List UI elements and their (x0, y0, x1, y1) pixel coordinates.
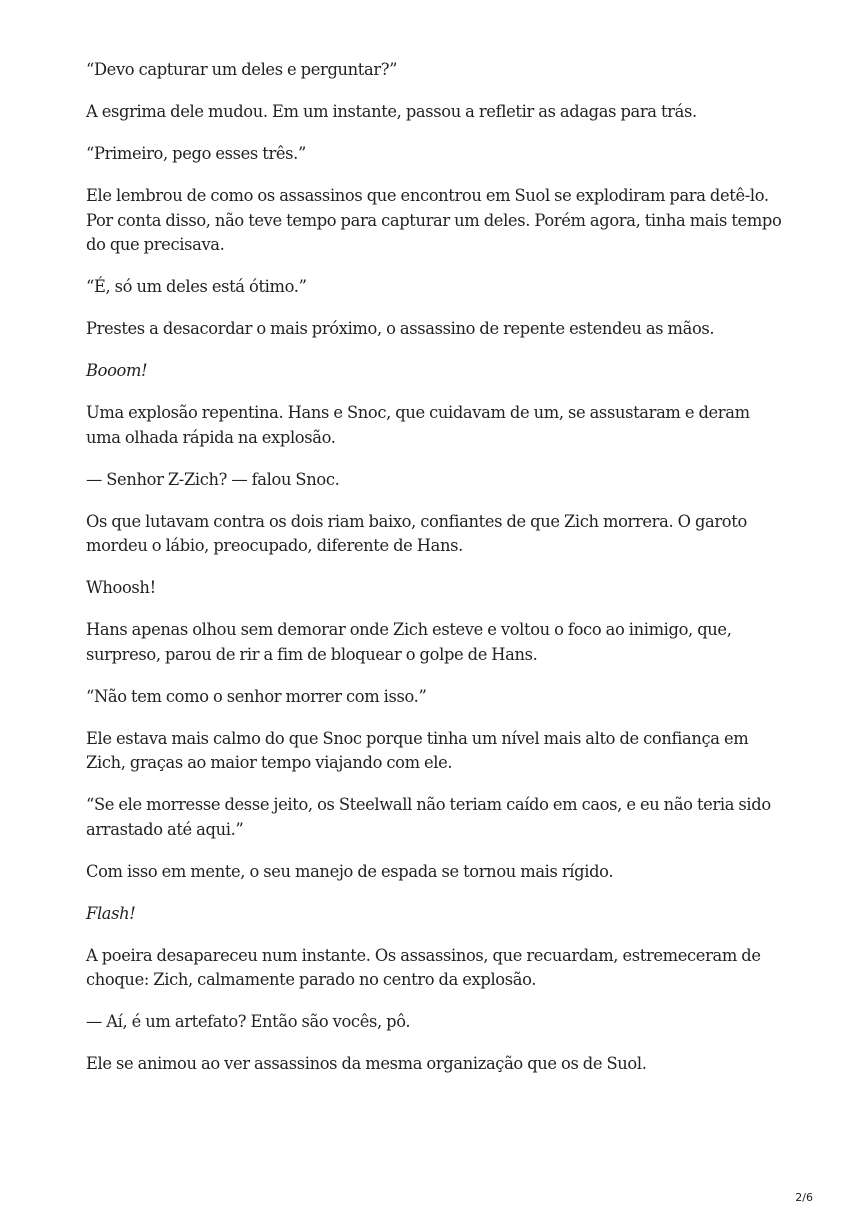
paragraph-7: Booom! (86, 361, 148, 380)
paragraph-18: A poeira desapareceu num instante. Os assassinos, que recuardam, estremeceram de choque: Zich, calmamente parado no centro da explosão. (86, 945, 761, 989)
paragraph-16: Com isso em mente, o seu manejo de espada se tornou mais rígido. (86, 861, 614, 881)
paragraph-3: “Primeiro, pego esses três.” (86, 144, 306, 163)
paragraph-12: Hans apenas olhou sem demorar onde Zich esteve e voltou o foco ao inimigo, que, surpreso, parou de rir a fim de bloquear o golpe de Hans. (86, 620, 732, 664)
paragraph-4: Ele lembrou de como os assassinos que encontrou em Suol se explodiram para detê-lo. Por conta disso, não teve tempo para capturar um deles. Porém agora, tinha mais tempo do que precisava. (86, 186, 782, 254)
page-number: 2/6 (795, 1191, 813, 1204)
paragraph-8: Uma explosão repentina. Hans e Snoc, que cuidavam de um, se assustaram e deram uma olhada rápida na explosão. (86, 403, 750, 447)
paragraph-17: Flash! (86, 903, 136, 923)
paragraph-19: — Aí, é um artefato? Então são vocês, pô. (86, 1012, 411, 1031)
paragraph-6: Prestes a desacordar o mais próximo, o assassino de repente estendeu as mãos. (86, 319, 715, 338)
paragraph-9: — Senhor Z-Zich? — falou Snoc. (86, 469, 340, 489)
paragraph-11: Whoosh! (86, 578, 156, 597)
paragraph-1: “Devo capturar um deles e perguntar?” (86, 60, 398, 79)
document-body (86, 58, 786, 1094)
paragraph-20: Ele se animou ao ver assassinos da mesma organização que os de Suol. (86, 1054, 647, 1073)
paragraph-10: Os que lutavam contra os dois riam baixo, confiantes de que Zich morrera. O garoto mordeu o lábio, preocupado, diferente de Hans. (86, 511, 747, 555)
paragraph-15: “Se ele morresse desse jeito, os Steelwall não teriam caído em caos, e eu não teria sido arrastado até aqui.” (86, 795, 771, 839)
paragraph-5: “É, só um deles está ótimo.” (86, 277, 307, 296)
paragraph-13: “Não tem como o senhor morrer com isso.” (86, 686, 427, 706)
paragraph-14: Ele estava mais calmo do que Snoc porque tinha um nível mais alto de confiança em Zich, graças ao maior tempo viajando com ele. (86, 728, 749, 772)
paragraph-2: A esgrima dele mudou. Em um instante, passou a refletir as adagas para trás. (86, 102, 697, 121)
